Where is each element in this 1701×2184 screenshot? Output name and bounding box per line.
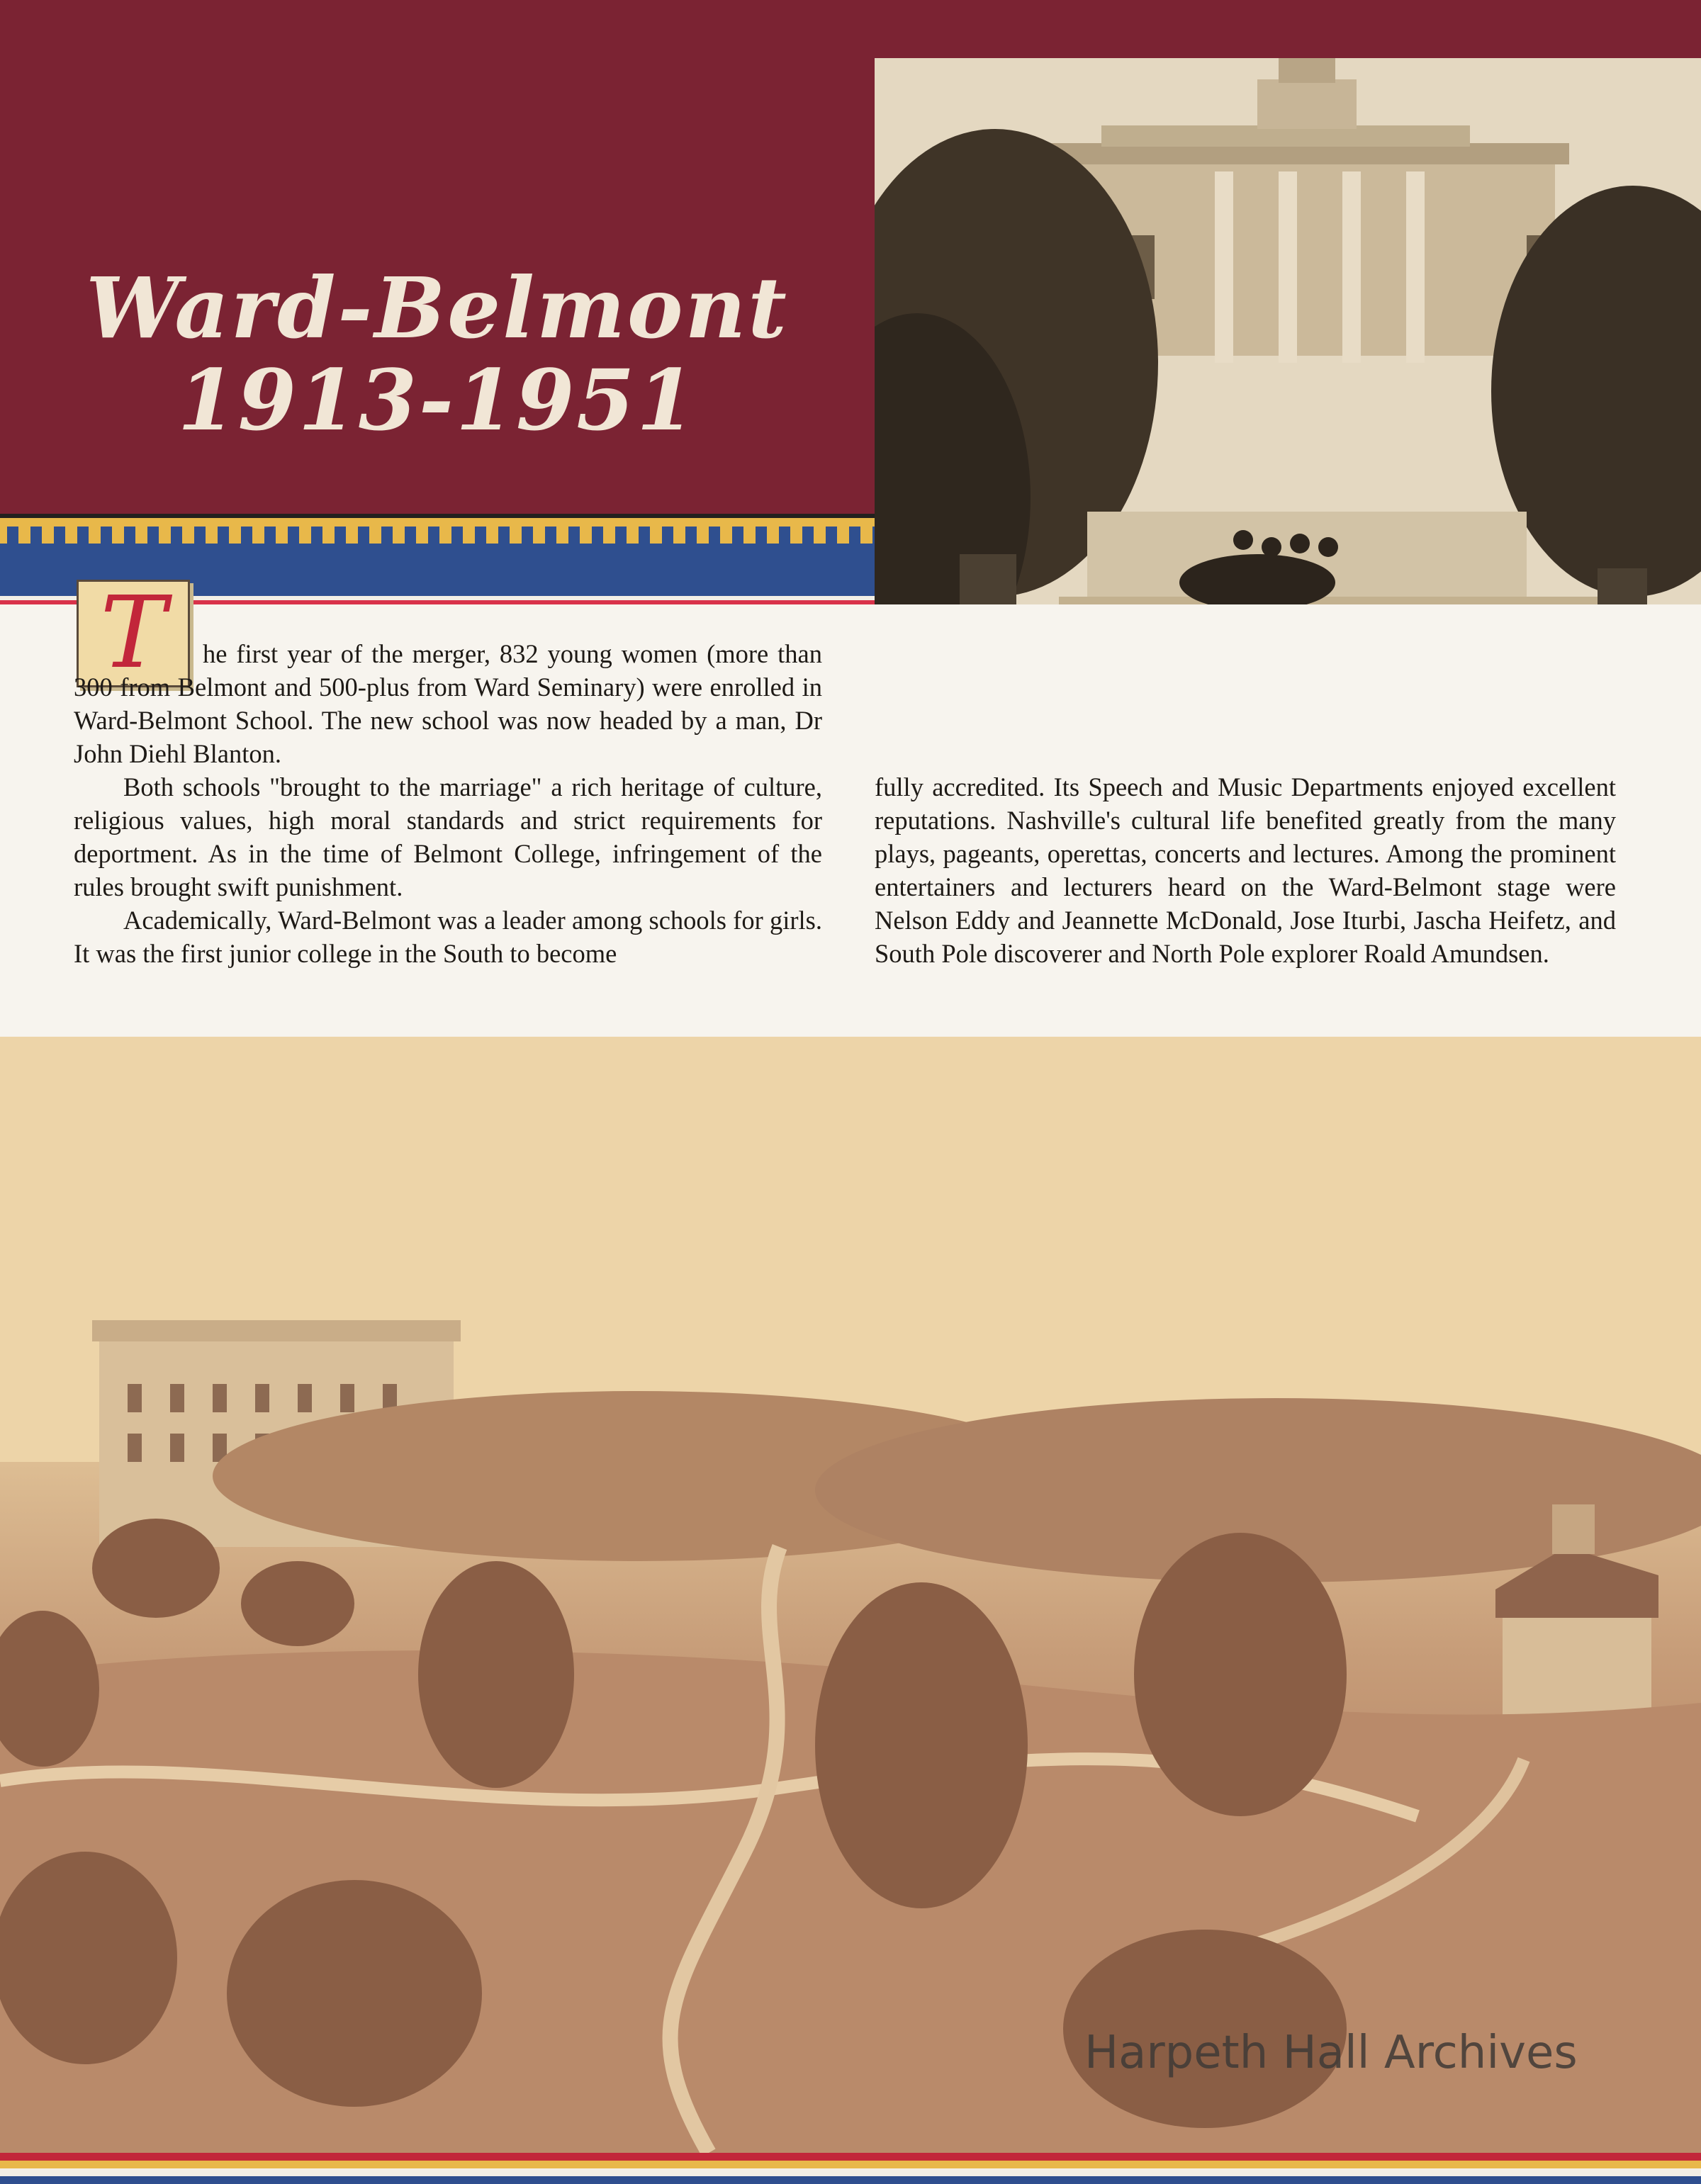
left-paragraph-2: Both schools "brought to the marriage" a rich heritage of culture, religious values, high moral standards and strict requirements for deportment. As in the time of Belmont College, infringement of the rules brought swift punishment. xyxy=(74,772,822,901)
right-column xyxy=(875,770,1616,970)
left-column xyxy=(74,637,822,970)
archive-watermark: Harpeth Hall Archives xyxy=(1084,2027,1578,2079)
campus-photo xyxy=(0,1037,1701,2153)
left-paragraph-3: Academically, Ward-Belmont was a leader among schools for girls. It was the first junior college in the South to become xyxy=(74,906,822,968)
bottom-stripes xyxy=(0,2153,1701,2184)
left-paragraph-1: he first year of the merger, 832 young women (more than 300 from Belmont and 500-plus from Ward Seminary) were enrolled in Ward-Belmont School. The new school was now headed by a man, Dr John Diehl Blanton. xyxy=(74,639,822,768)
right-paragraph-1: fully accredited. Its Speech and Music Departments enjoyed excellent reputations. Nashville's cultural life benefited greatly from the many plays, pageants, operettas, concerts and lectures. Among the prominent entertainers and lecturers heard on the Ward-Belmont stage were Nelson Eddy and Jeannette McDonald, Jose Iturbi, Jascha Heifetz, and South Pole discoverer and North Pole explorer Roald Amundsen. xyxy=(875,772,1616,968)
drop-cap-letter: T xyxy=(100,575,167,691)
page-title xyxy=(0,259,875,449)
title-panel xyxy=(0,0,875,514)
title-line-2: 1913-1951 xyxy=(177,351,697,449)
title-line-1: Ward-Belmont xyxy=(86,259,789,357)
